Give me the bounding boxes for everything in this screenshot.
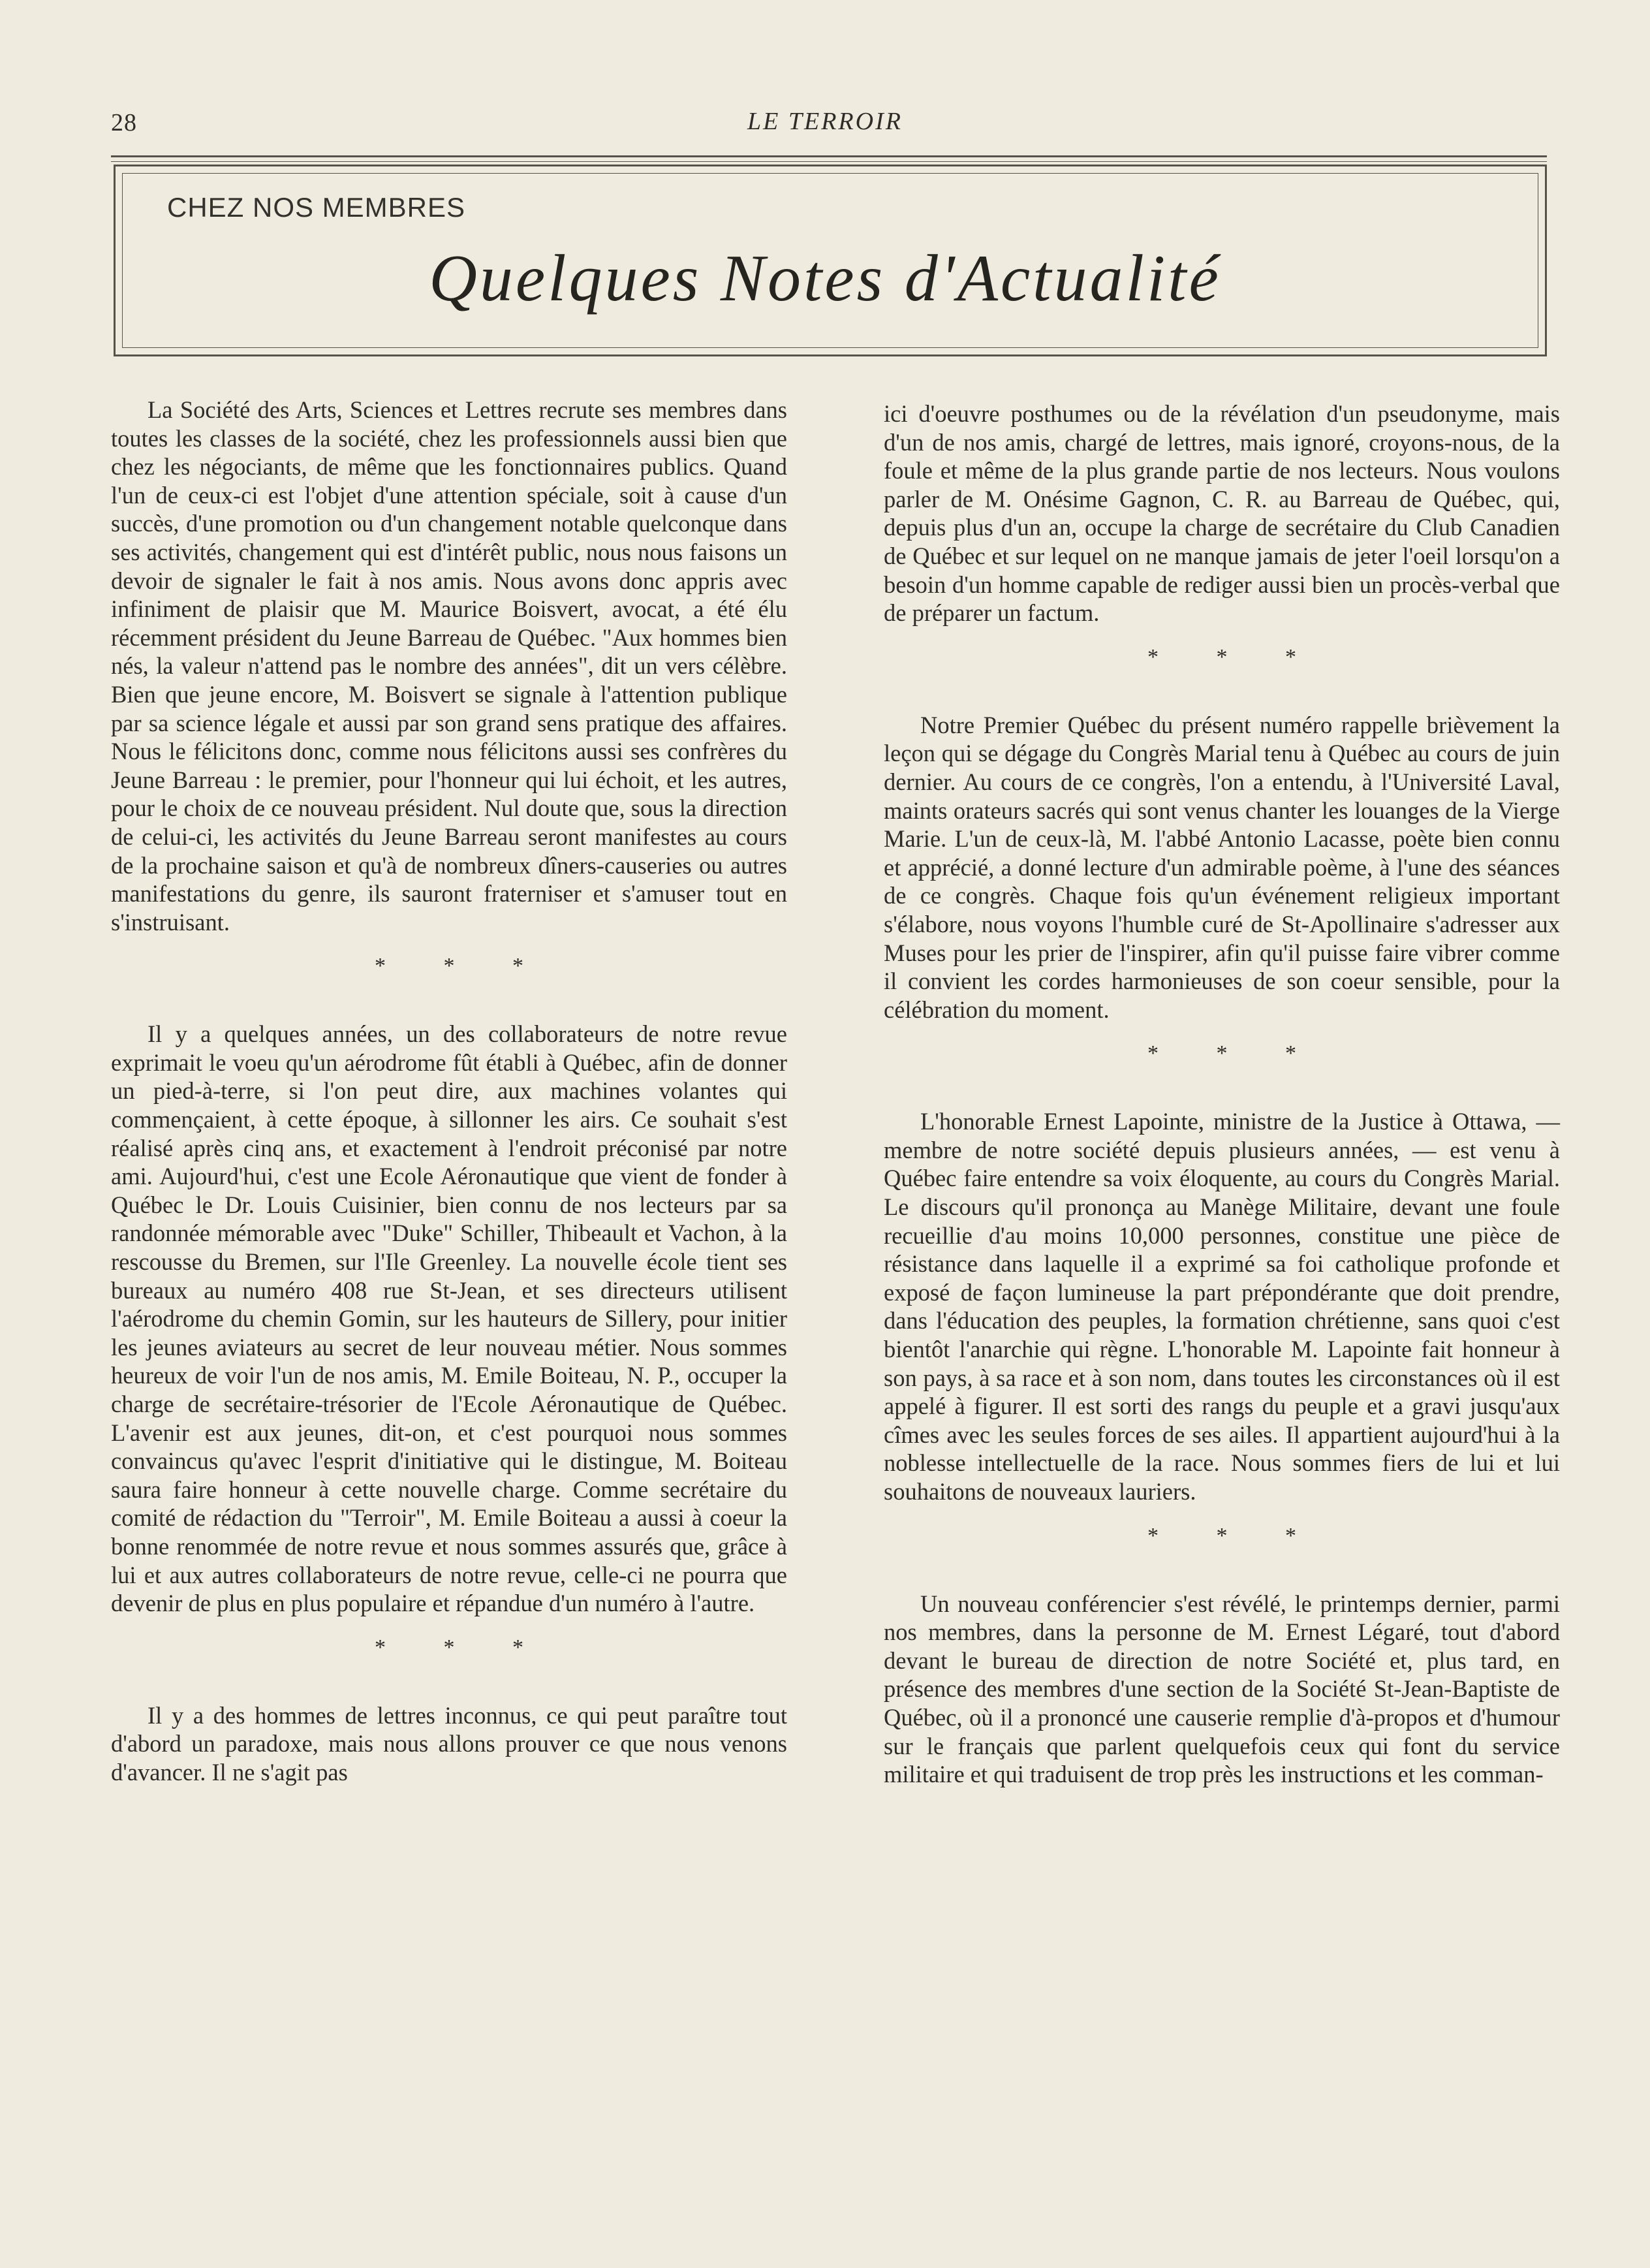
header-rule bbox=[111, 155, 1547, 162]
section-separator: * * * bbox=[375, 954, 550, 979]
paragraph-lapointe: L'honorable Ernest Lapointe, ministre de la Justice à Ottawa, — membre de notre société depuis plusieurs années, — est venu à Québec faire entendre sa voix éloquente, au cours du Congrès Marial. Le discours qu'il prononça au Manège Militaire, devant une foule recueillie d'au moins 10,000 personnes, constitue une pièce de résistance dans laquelle il a exprimé sa foi catholique profonde et exposé de façon lumineuse la part prépondérante que doit prendre, dans l'éducation des peuples, la formation chrétienne, sans quoi c'est bientôt l'anarchie qui règne. L'honorable M. Lapointe fait honneur à son pays, à sa race et à son nom, dans toutes les circonstances où il est appelé à figurer. Il est sorti des rangs du peuple et a gravi jusqu'aux cîmes avec les seules forces de ses ailes. Il appartient aujourd'hui à la noblesse intellectuelle de la race. Nous sommes fiers de lui et lui souhaitons de nouveaux lauriers. bbox=[884, 1108, 1560, 1505]
section-separator: * * * bbox=[1147, 644, 1322, 669]
right-column bbox=[884, 400, 1560, 1789]
section-separator: * * * bbox=[375, 1635, 550, 1660]
section-separator: * * * bbox=[1147, 1523, 1322, 1548]
paragraph-boisvert: La Société des Arts, Sciences et Lettres recrute ses membres dans toutes les classes de la société, chez les professionnels aussi bien que chez les négociants, de même que les fonctionnaires publics. Quand l'un de ceux-ci est l'objet d'une attention spéciale, soit à cause d'un succès, d'une promotion ou d'un changement notable quelconque dans ses activités, changement qui est d'intérêt public, nous nous faisons un devoir de signaler le fait à nos amis. Nous avons donc appris avec infiniment de plaisir que M. Maurice Boisvert, avocat, a été élu récemment président du Jeune Barreau de Québec. "Aux hommes bien nés, la valeur n'attend pas le nombre des années", dit un vers célèbre. Bien que jeune encore, M. Boisvert se signale à l'attention publique par sa science légale et aussi par son grand sens pratique des affaires. Nous le félicitons donc, comme nous félicitons aussi ses confrères du Jeune Barreau : le premier, pour l'honneur qui lui échoit, et les autres, pour le choix de ce nouveau président. Nul doute que, sous la direction de celui-ci, les activités du Jeune Barreau seront manifestes au cours de la prochaine saison et qu'à de nombreux dîners-causeries ou autres manifestations du genre, ils sauront fraterniser et s'amuser tout en s'instruisant. bbox=[111, 396, 787, 936]
paragraph-legare: Un nouveau conférencier s'est révélé, le printemps dernier, parmi nos membres, dans la personne de M. Ernest Légaré, tout d'abord devant le bureau de direction de notre Société et, plus tard, en présence des membres d'une section de la Société St-Jean-Baptiste de Québec, où il a prononcé une causerie remplie d'à-propos et d'humour sur le français que parlent quelquefois ceux qui font du service militaire et qui traduisent de trop près les instructions et les comman- bbox=[884, 1590, 1560, 1788]
page-number: 28 bbox=[111, 109, 137, 136]
left-column bbox=[111, 396, 787, 1787]
paragraph-congres-marial: Notre Premier Québec du présent numéro rappelle brièvement la leçon qui se dégage du Congrès Marial tenu à Québec au cours de juin dernier. Au cours de ce congrès, l'on a entendu, à l'Université Laval, maints orateurs sacrés qui sont venus chanter les louanges de la Vierge Marie. L'un de ceux-là, M. l'abbé Antonio Lacasse, poète bien connu et apprécié, a donné lecture d'un admirable poème, à l'une des séances de ce congrès. Chaque fois qu'un événement religieux important s'élabore, nous voyons l'humble curé de St-Apollinaire s'adresser aux Muses pour les prier de l'inspirer, afin qu'il puisse faire vibrer comme il convient les cordes harmonieuses de son coeur sensible, pour la célébration du moment. bbox=[884, 711, 1560, 1023]
running-title: LE TERROIR bbox=[747, 108, 903, 135]
paragraph-hommes-de-lettres: Il y a des hommes de lettres inconnus, ce qui peut paraître tout d'abord un paradoxe, mais nous allons prouver ce que nous venons d'avancer. Il ne s'agit pas bbox=[111, 1701, 787, 1786]
paragraph-ecole-aeronautique: Il y a quelques années, un des collaborateurs de notre revue exprimait le voeu qu'un aérodrome fût établi à Québec, afin de donner un pied-à-terre, si l'on peut dire, aux machines volantes qui commençaient, à cette époque, à sillonner les airs. Ce souhait s'est réalisé après cinq ans, et exactement à l'endroit préconisé par notre ami. Aujourd'hui, c'est une Ecole Aéronautique que vient de fonder à Québec le Dr. Louis Cuisinier, bien connu de nos lecteurs par sa randonnée mémorable avec "Duke" Schiller, Thibeault et Vachon, à la rescousse du Bremen, sur l'Ile Greenley. La nouvelle école tient ses bureaux au numéro 408 rue St-Jean, et ses directeurs utilisent l'aérodrome du chemin Gomin, sur les hauteurs de Sillery, pour initier les jeunes aviateurs au secret de leur nouveau métier. Nous sommes heureux de voir l'un de nos amis, M. Emile Boiteau, N. P., occuper la charge de secrétaire-trésorier de l'Ecole Aéronautique de Québec. L'avenir est aux jeunes, dit-on, et c'est pourquoi nous sommes convaincus qu'avec l'esprit d'initiative qui le distingue, M. Boiteau saura faire honneur à cette nouvelle charge. Comme secrétaire du comité de rédaction du "Terroir", M. Emile Boiteau a aussi à coeur la bonne renommée de notre revue et nous sommes assurés que, grâce à lui et aux autres collaborateurs de notre revue, celle-ci ne pourra que devenir de plus en plus populaire et répandue d'un numéro à l'autre. bbox=[111, 1020, 787, 1617]
section-separator: * * * bbox=[1147, 1041, 1322, 1066]
paragraph-gagnon-continued: ici d'oeuvre posthumes ou de la révélation d'un pseudonyme, mais d'un de nos amis, chargé de lettres, mais ignoré, croyons-nous, de la foule et même de la plus grande partie de nos lecteurs. Nous voulons parler de M. Onésime Gagnon, C. R. au Barreau de Québec, qui, depuis plus d'un an, occupe la charge de secrétaire du Club Canadien de Québec et sur lequel on ne manque jamais de jeter l'oeil lorsqu'on a besoin d'un homme capable de rediger aussi bien un procès-verbal que de préparer un factum. bbox=[884, 400, 1560, 627]
article-title: Quelques Notes d'Actualité bbox=[429, 242, 1221, 315]
section-rubric: CHEZ NOS MEMBRES bbox=[167, 192, 466, 223]
